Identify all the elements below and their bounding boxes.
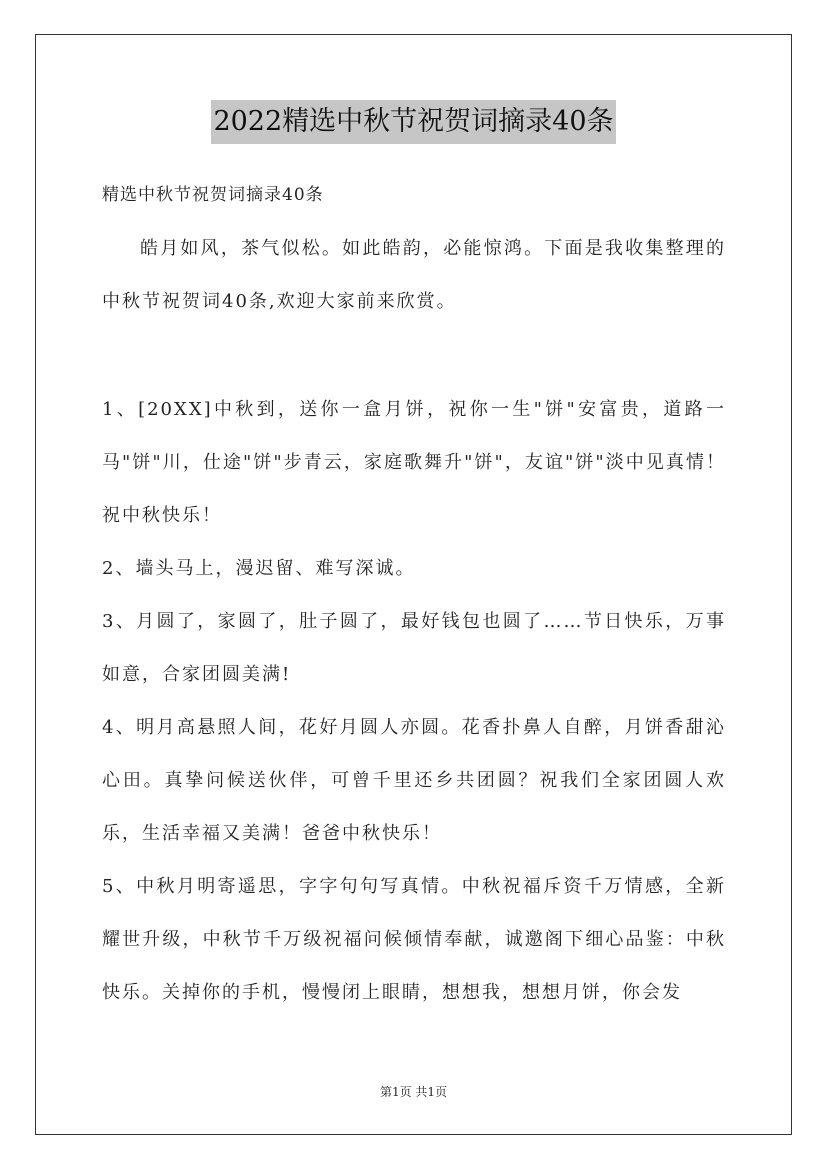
list-item: 5、中秋月明寄遥思，字字句句写真情。中秋祝福斥资千万情感，全新耀世升级，中秋节千万级祝福问候倾情奉献，诚邀阁下细心品鉴：中秋快乐。关掉你的手机，慢慢闭上眼睛，想想我，想想月饼，你会发 [102,876,726,1003]
intro-paragraph: 皓月如风，茶气似松。如此皓韵，必能惊鸿。下面是我收集整理的中秋节祝贺词40条,欢迎大家前来欣赏。 [102,238,726,312]
list-item: 3、月圆了，家圆了，肚子圆了，最好钱包也圆了……节日快乐，万事如意，合家团圆美满! [102,611,726,685]
list-item: 2、墙头马上，漫迟留、难写深诚。 [102,558,416,579]
document-title-text: 2022精选中秋节祝贺词摘录40条 [211,100,615,144]
page-footer: 第1页 共1页 [379,1085,448,1099]
greeting-list [102,383,726,1019]
document-subtitle: 精选中秋节祝贺词摘录40条 [102,185,324,205]
document-title [0,100,827,144]
list-item: 1、[20XX]中秋到，送你一盒月饼，祝你一生"饼"安富贵，道路一马"饼"川，仕途"饼"步青云，家庭歌舞升"饼"，友谊"饼"淡中见真情！祝中秋快乐！ [102,399,726,526]
list-item: 4、明月高悬照人间，花好月圆人亦圆。花香扑鼻人自醉，月饼香甜沁心田。真挚问候送伙伴，可曾千里还乡共团圆？祝我们全家团圆人欢乐，生活幸福又美满！爸爸中秋快乐！ [102,717,726,844]
